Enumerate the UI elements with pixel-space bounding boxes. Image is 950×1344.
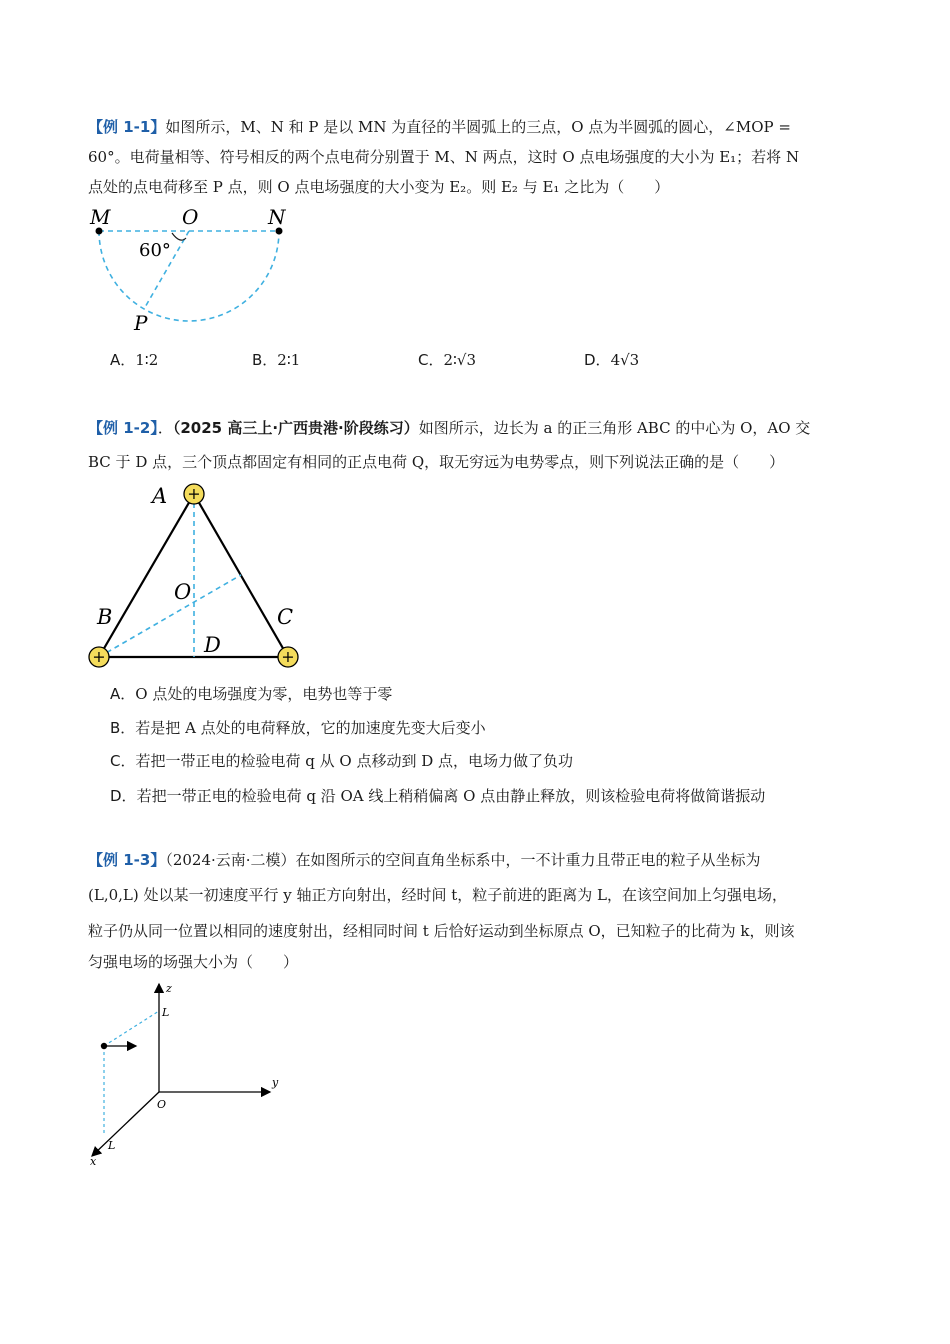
q1-stem-line-3: 点处的点电荷移至 P 点，则 O 点电场强度的大小变为 E₂。则 E₂ 与 E₁ 之比为（ ） — [88, 178, 670, 196]
q2-label-a: A — [152, 484, 168, 508]
q2-stem-line-2: BC 于 D 点，三个顶点都固定有相同的正点电荷 Q，取无穷远为电势零点，则下列说法正确的是（ ） — [88, 453, 785, 471]
q1-option-d-label: D． — [584, 351, 611, 369]
q1-label-o: O — [182, 205, 199, 229]
q2-figure-triangle — [80, 478, 310, 678]
q2-option-c-text: 若把一带正电的检验电荷 q 从 O 点移动到 D 点，电场力做了负功 — [135, 752, 574, 770]
q2-option-d[interactable] — [110, 786, 765, 806]
q3-label-z: z — [166, 982, 172, 995]
q1-label-m: M — [90, 205, 111, 229]
q1-option-b-label: B． — [252, 351, 278, 369]
q3-guide-to-z — [104, 1011, 159, 1046]
q2-charge-b — [89, 647, 109, 667]
q2-side-ab — [99, 494, 194, 657]
q2-option-b[interactable] — [110, 718, 486, 738]
q3-figure-axes — [80, 978, 300, 1170]
q3-particle — [101, 1043, 107, 1049]
q1-label-n: N — [268, 205, 286, 229]
q3-label-l-bottom: L — [108, 1139, 116, 1152]
q1-option-d[interactable] — [584, 350, 639, 370]
q1-option-a-label: A． — [110, 351, 136, 369]
q2-plus-a: + — [187, 484, 201, 503]
q3-line-1 — [88, 850, 761, 870]
q1-semicircle-arc — [99, 231, 279, 321]
q2-dot: ． — [157, 419, 173, 437]
q2-plus-c: + — [281, 647, 295, 666]
q2-option-c-label: C． — [110, 752, 136, 770]
q3-x-axis — [92, 1092, 159, 1156]
q2-option-a-label: A． — [110, 685, 136, 703]
q3-label-y: y — [272, 1076, 279, 1089]
q1-angle-label: 60° — [139, 240, 171, 261]
q2-label-b: B — [97, 605, 113, 629]
q1-stem-line-2: 60°。电荷量相等、符号相反的两个点电荷分别置于 M、N 两点，这时 O 点电场强度的大小为 E₁；若将 N — [88, 148, 800, 166]
q3-source: （2024·云南·二模） — [165, 851, 296, 869]
q2-charge-a — [184, 484, 204, 504]
q2-option-d-text: 若把一带正电的检验电荷 q 沿 OA 线上稍稍偏离 O 点由静止释放，则该检验电荷将做简谐振动 — [136, 787, 766, 805]
q1-line-1 — [88, 117, 791, 137]
q1-option-a[interactable] — [110, 350, 158, 370]
q2-option-d-label: D． — [110, 787, 137, 805]
q3-label-l-top: L — [162, 1006, 170, 1019]
q1-option-b[interactable] — [252, 350, 300, 370]
q3-stem-line-2: (L,0,L) 处以某一初速度平行 y 轴正方向射出，经时间 t，粒子前进的距离为 L，在该空间加上匀强电场， — [88, 886, 788, 904]
q2-line-1 — [88, 418, 810, 438]
q3-stem-line-1: 在如图所示的空间直角坐标系中，一不计重力且带正电的粒子从坐标为 — [295, 851, 761, 869]
q1-option-b-text: 2∶1 — [277, 351, 301, 369]
q2-plus-b: + — [92, 647, 106, 666]
q2-label-o: O — [174, 580, 192, 604]
q2-option-a-text: O 点处的电场强度为零，电势也等于零 — [135, 685, 393, 703]
q1-angle-arc — [172, 233, 186, 240]
q1-stem-line-1: 如图所示，M、N 和 P 是以 MN 为直径的半圆弧上的三点，O 点为半圆弧的圆心，∠MOP = — [165, 118, 791, 136]
q2-option-a[interactable] — [110, 684, 392, 704]
q1-option-a-text: 1∶2 — [135, 351, 159, 369]
q3-tag: 【例 1-3】 — [88, 851, 166, 869]
q1-label-p: P — [134, 311, 148, 335]
q2-stem-line-1: 如图所示，边长为 a 的正三角形 ABC 的中心为 O，AO 交 — [418, 419, 811, 437]
q3-label-x: x — [90, 1155, 97, 1168]
q2-charge-c — [278, 647, 298, 667]
q2-label-c: C — [277, 605, 294, 629]
q3-stem-line-4: 匀强电场的场强大小为（ ） — [88, 953, 299, 971]
q1-option-d-text: 4√3 — [610, 351, 640, 369]
q1-tag: 【例 1-1】 — [88, 118, 166, 136]
q2-option-b-text: 若是把 A 点处的电荷释放，它的加速度先变大后变小 — [135, 719, 486, 737]
q2-option-b-label: B． — [110, 719, 136, 737]
q2-source: （2025 高三上·广西贵港·阶段练习） — [172, 419, 419, 437]
q1-option-c-label: C． — [418, 351, 444, 369]
q3-label-o: O — [157, 1098, 167, 1111]
q1-option-c[interactable] — [418, 350, 476, 370]
q2-option-c[interactable] — [110, 751, 573, 771]
q2-label-d: D — [204, 633, 221, 657]
q2-tag: 【例 1-2】 — [88, 419, 158, 437]
q3-stem-line-3: 粒子仍从同一位置以相同的速度射出，经相同时间 t 后恰好运动到坐标原点 O，已知粒子的比荷为 k，则该 — [88, 922, 795, 940]
q1-option-c-text: 2∶√3 — [443, 351, 477, 369]
q1-figure-semicircle — [80, 200, 310, 340]
